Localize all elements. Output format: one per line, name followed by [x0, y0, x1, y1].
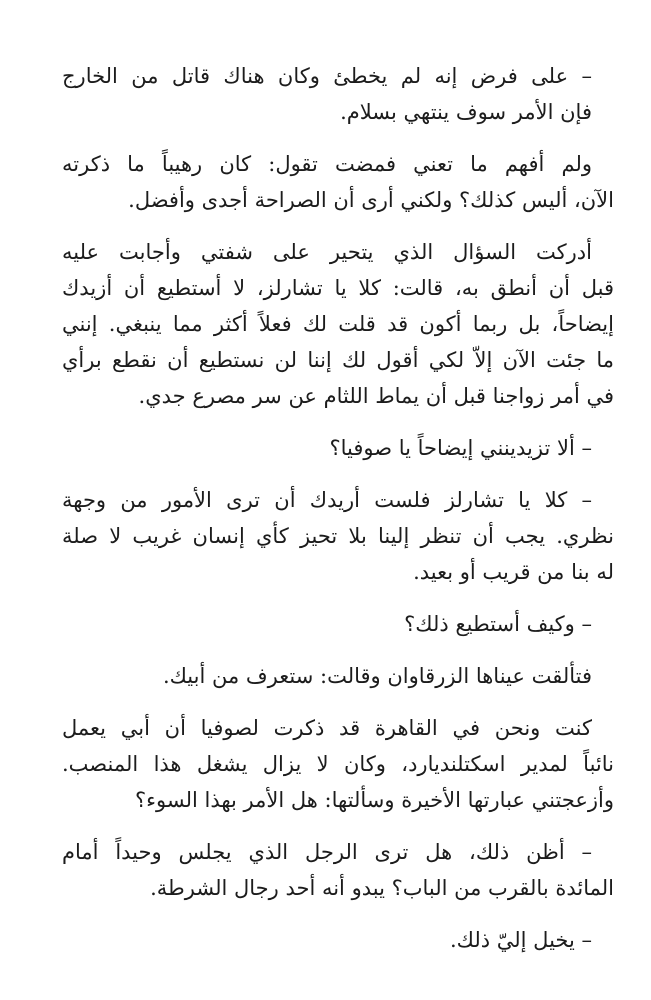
text-line: فإن الأمر سوف ينتهي بسلام.	[340, 100, 592, 124]
text-line: – ألا تزيدينني إيضاحاً يا صوفيا؟	[329, 436, 592, 460]
paragraph-9	[62, 834, 614, 906]
text-line: إيضاحاً، بل ربما أكون قد قلت لك فعلاً أكثر مما ينبغي. إنني	[62, 312, 614, 336]
paragraph-6	[62, 606, 614, 642]
text-line: – يخيل إليّ ذلك.	[449, 928, 592, 952]
text-line: أدركت السؤال الذي يتحير على شفتي وأجابت عليه	[62, 240, 592, 264]
book-page	[62, 58, 614, 974]
paragraph-7	[62, 658, 614, 694]
text-line: الآن، أليس كذلك؟ ولكني أرى أن الصراحة أجدى وأفضل.	[128, 188, 614, 212]
paragraph-5	[62, 482, 614, 590]
paragraph-4	[62, 430, 614, 466]
text-line: نائباً لمدير اسكتلنديارد، وكان لا يزال يشغل هذا المنصب.	[62, 752, 614, 776]
paragraph-3	[62, 234, 614, 414]
paragraph-2	[62, 146, 614, 218]
text-line: – كلا يا تشارلز فلست أريدك أن ترى الأمور من وجهة	[62, 488, 592, 512]
text-line: ولم أفهم ما تعني فمضت تقول: كان رهيباً ما ذكرته	[62, 152, 592, 176]
text-line: نظري. يجب أن تنظر إلينا بلا تحيز كأي إنسان غريب لا صلة	[62, 524, 614, 548]
text-line: قبل أن أنطق به، قالت: كلا يا تشارلز، لا أستطيع أن أزيدك	[62, 276, 614, 300]
text-line: له بنا من قريب أو بعيد.	[413, 560, 614, 584]
text-line: ما جئت الآن إلاّ لكي أقول لك إننا لن نستطيع أن نقطع برأي	[62, 348, 614, 372]
text-line: – وكيف أستطيع ذلك؟	[404, 612, 592, 636]
paragraph-10	[62, 922, 614, 958]
text-line: – أظن ذلك، هل ترى الرجل الذي يجلس وحيداً أمام	[62, 840, 592, 864]
text-line: – على فرض إنه لم يخطئ وكان هناك قاتل من الخارج	[62, 64, 592, 88]
paragraph-1	[62, 58, 614, 130]
text-line: وأزعجتني عبارتها الأخيرة وسألتها: هل الأمر بهذا السوء؟	[134, 788, 614, 812]
text-line: كنت ونحن في القاهرة قد ذكرت لصوفيا أن أبي يعمل	[62, 716, 592, 740]
paragraph-8	[62, 710, 614, 818]
text-line: فتألقت عيناها الزرقاوان وقالت: ستعرف من أبيك.	[162, 664, 592, 688]
text-line: المائدة بالقرب من الباب؟ يبدو أنه أحد رجال الشرطة.	[150, 876, 614, 900]
text-line: في أمر زواجنا قبل أن يماط اللثام عن سر مصرع جدي.	[138, 384, 614, 408]
